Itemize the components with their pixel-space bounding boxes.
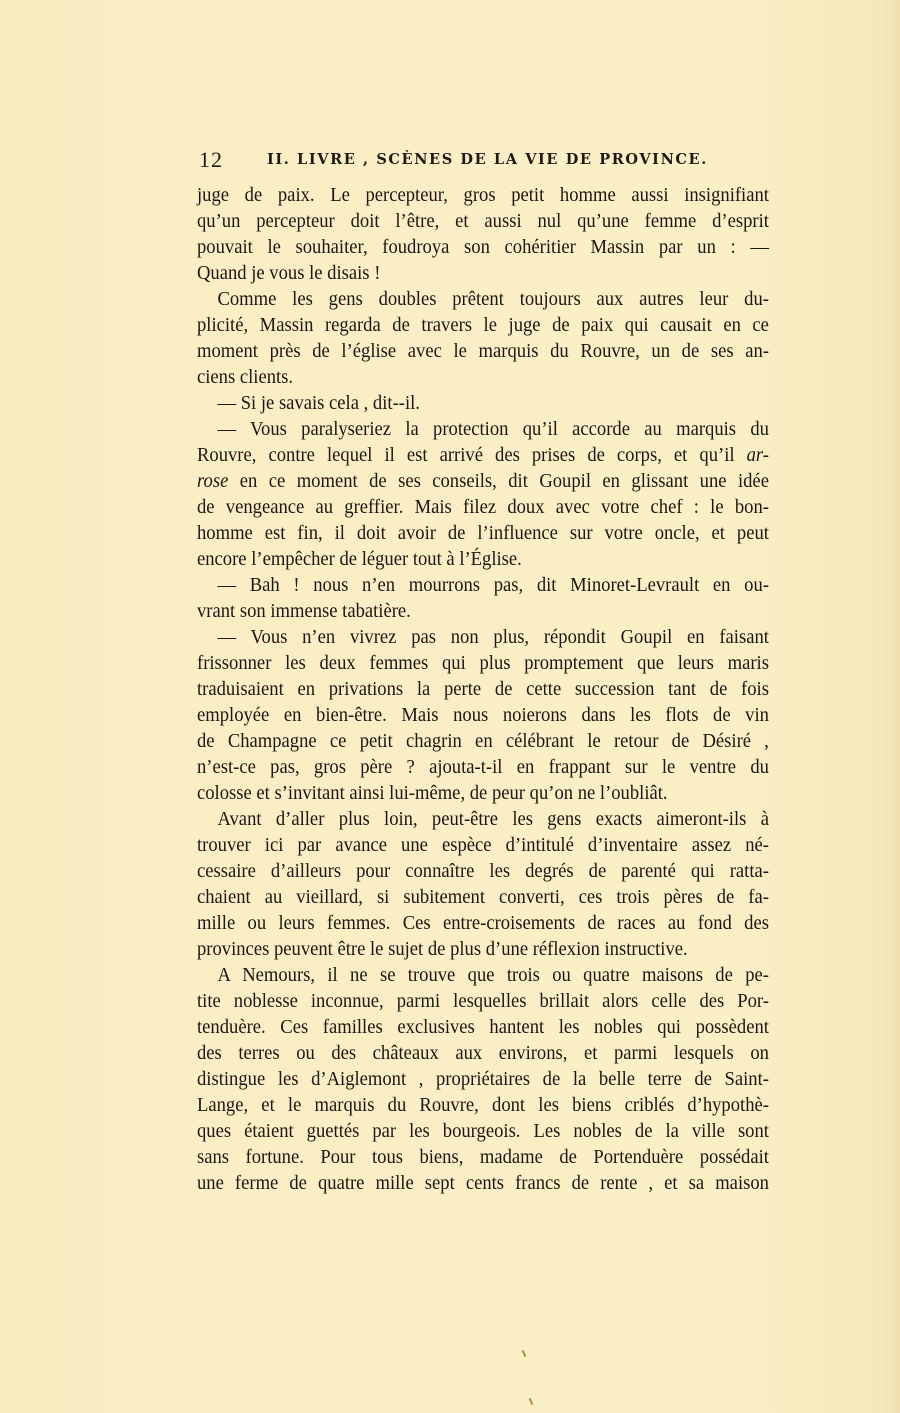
text-line: — Si je savais cela , dit--il. — [217, 392, 420, 414]
text-line: trouver ici par avance une espèce d’intitulé d’inventaire assez né- — [197, 834, 769, 856]
text-line: Lange, et le marquis du Rouvre, dont les biens criblés d’hypothè- — [197, 1094, 769, 1116]
text-line: de vengeance au greffier. Mais filez doux avec votre chef : le bon- — [197, 496, 769, 518]
text-line: tite noblesse inconnue, parmi lesquelles brillait alors celle des Por- — [197, 990, 769, 1012]
running-header — [197, 147, 769, 173]
text-line: de Champagne ce petit chagrin en célébrant le retour de Désiré , — [197, 730, 769, 752]
text-line: sans fortune. Pour tous biens, madame de Portenduère possédait — [197, 1146, 769, 1168]
text-line: homme est fin, il doit avoir de l’influence sur votre oncle, et peut — [197, 522, 769, 544]
text-line — [197, 468, 769, 494]
text-line: encore l’empêcher de léguer tout à l’Église. — [197, 548, 522, 570]
text-line: traduisaient en privations la perte de cette succession tant de fois — [197, 678, 769, 700]
running-title: II. LIVRE , SCÈNES DE LA VIE DE PROVINCE. — [267, 151, 708, 168]
italic-word: ar- — [746, 444, 769, 466]
page-number: 12 — [199, 147, 223, 172]
text-line — [197, 442, 769, 468]
text-line: cessaire d’ailleurs pour connaître les degrés de parenté qui ratta- — [197, 860, 769, 882]
text-line: vrant son immense tabatière. — [197, 600, 411, 622]
text-segment: en ce moment de ses conseils, dit Goupil en glissant une idée — [228, 470, 769, 492]
text-line: provinces peuvent être le sujet de plus d’une réflexion instructive. — [197, 938, 688, 960]
body-text — [197, 182, 769, 1196]
text-line: plicité, Massin regarda de travers le juge de paix qui causait en ce — [197, 314, 769, 336]
text-line: colosse et s’invitant ainsi lui-même, de peur qu’on ne l’oubliât. — [197, 782, 668, 804]
paper-speck — [522, 1350, 527, 1357]
text-line: moment près de l’église avec le marquis du Rouvre, un de ses an- — [197, 340, 769, 362]
text-line: une ferme de quatre mille sept cents francs de rente , et sa maison — [197, 1172, 769, 1194]
text-line: Comme les gens doubles prêtent toujours aux autres leur du- — [217, 288, 769, 310]
text-line: n’est-ce pas, gros père ? ajouta-t-il en frappant sur le ventre du — [197, 756, 769, 778]
text-line: mille ou leurs femmes. Ces entre-croisements de races au fond des — [197, 912, 769, 934]
text-line: pouvait le souhaiter, foudroya son cohéritier Massin par un : — — [197, 236, 769, 258]
text-line: distingue les d’Aiglemont , propriétaires de la belle terre de Saint- — [197, 1068, 769, 1090]
text-line: frissonner les deux femmes qui plus promptement que leurs maris — [197, 652, 769, 674]
text-line: chaient au vieillard, si subitement converti, ces trois pères de fa- — [197, 886, 769, 908]
text-segment: Rouvre, contre lequel il est arrivé des prises de corps, et qu’il — [197, 444, 747, 466]
text-line: — Vous paralyseriez la protection qu’il accorde au marquis du — [217, 418, 769, 440]
text-line: ques étaient guettés par les bourgeois. Les nobles de la ville sont — [197, 1120, 769, 1142]
text-line: ciens clients. — [197, 366, 294, 388]
text-line: employée en bien-être. Mais nous noierons dans les flots de vin — [197, 704, 769, 726]
text-line: juge de paix. Le percepteur, gros petit homme aussi insignifiant — [197, 184, 769, 206]
text-line: — Bah ! nous n’en mourrons pas, dit Minoret-Levrault en ou- — [217, 574, 769, 596]
text-line: Quand je vous le disais ! — [197, 262, 381, 284]
text-line: des terres ou des châteaux aux environs, et parmi lesquels on — [197, 1042, 769, 1064]
text-line: tenduère. Ces familles exclusives hantent les nobles qui possèdent — [197, 1016, 769, 1038]
text-line: A Nemours, il ne se trouve que trois ou quatre maisons de pe- — [217, 964, 769, 986]
text-line: Avant d’aller plus loin, peut-être les gens exacts aimeront-ils à — [217, 808, 769, 830]
text-line: — Vous n’en vivrez pas non plus, répondit Goupil en faisant — [217, 626, 769, 648]
italic-word: rose — [197, 470, 229, 492]
paper-speck — [529, 1398, 534, 1405]
text-line: qu’un percepteur doit l’être, et aussi nul qu’une femme d’esprit — [197, 210, 769, 232]
